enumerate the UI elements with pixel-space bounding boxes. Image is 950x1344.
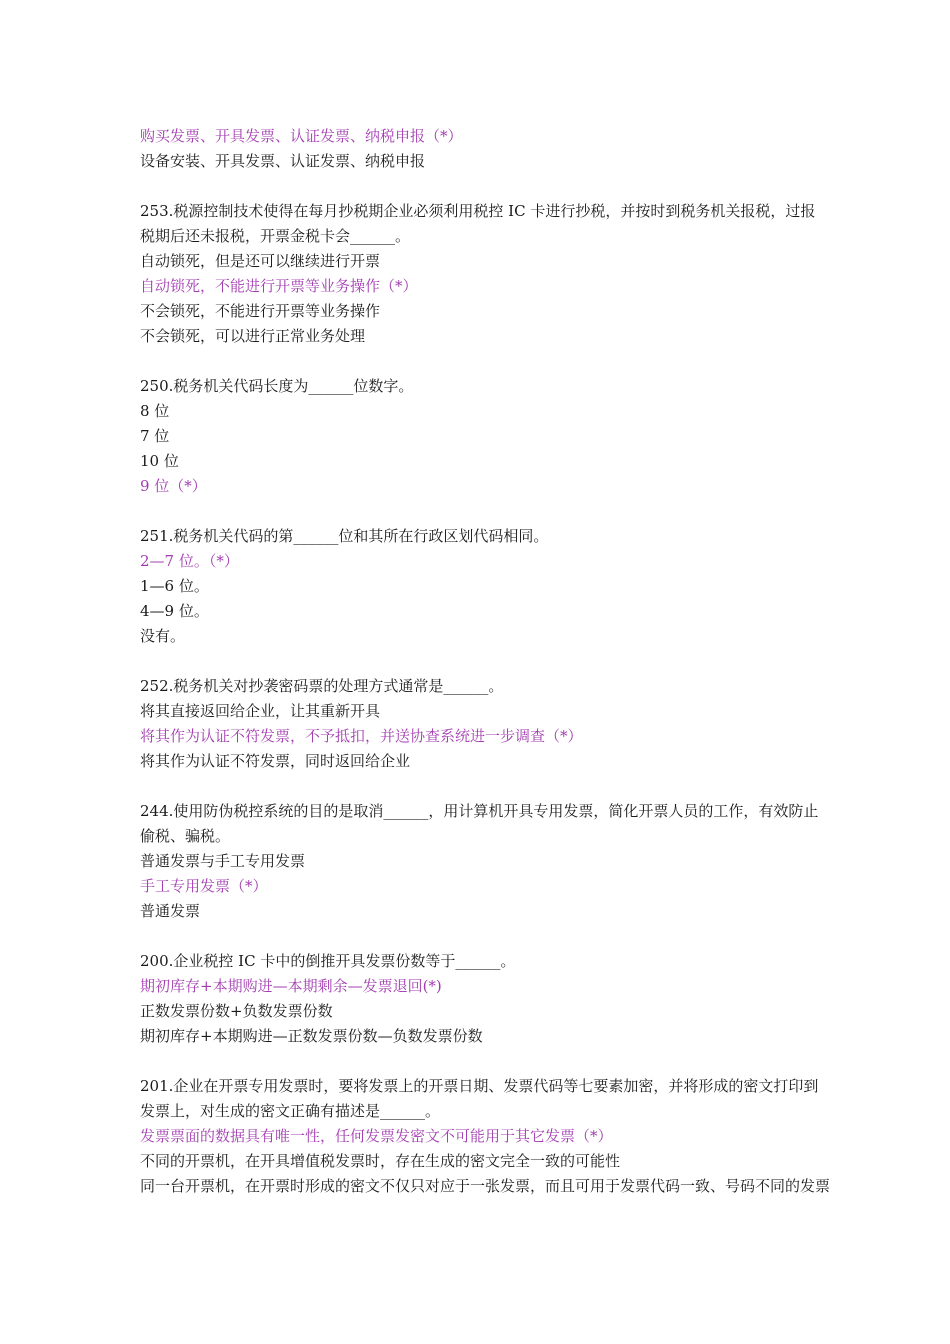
- option: 正数发票份数+负数发票份数: [140, 1002, 333, 1020]
- option-correct: 将其作为认证不符发票，不予抵扣，并送协查系统进一步调查（*）: [140, 727, 583, 745]
- option: 同一台开票机，在开票时形成的密文不仅只对应于一张发票，而且可用于发票代码一致、号码不同的发票: [140, 1177, 831, 1195]
- option-correct: 2—7 位。（*）: [140, 552, 239, 570]
- option-correct: 购买发票、开具发票、认证发票、纳税申报（*）: [140, 127, 463, 145]
- document-page: [140, 124, 830, 1199]
- question-stem: 244.使用防伪税控系统的目的是取消______，用计算机开具专用发票，简化开票人员的工作，有效防止偷税、骗税。: [140, 802, 819, 845]
- question-244: [140, 799, 830, 924]
- option: 4—9 位。: [140, 602, 209, 620]
- question-201: [140, 1074, 830, 1199]
- question-stem: 252.税务机关对抄袭密码票的处理方式通常是______。: [140, 677, 504, 695]
- option: 没有。: [140, 627, 186, 645]
- option-correct: 自动锁死，不能进行开票等业务操作（*）: [140, 277, 418, 295]
- option: 将其作为认证不符发票，同时返回给企业: [140, 752, 411, 770]
- option: 设备安装、开具发票、认证发票、纳税申报: [140, 152, 426, 170]
- option-correct: 手工专用发票（*）: [140, 877, 268, 895]
- option: 10 位: [140, 452, 179, 470]
- option: 期初库存+本期购进—正数发票份数—负数发票份数: [140, 1027, 483, 1045]
- option-correct: 9 位（*）: [140, 477, 207, 495]
- question-250: [140, 374, 830, 499]
- intro-options-block: [140, 124, 830, 174]
- option: 8 位: [140, 402, 170, 420]
- option: 不会锁死，不能进行开票等业务操作: [140, 302, 381, 320]
- question-stem: 200.企业税控 IC 卡中的倒推开具发票份数等于______。: [140, 952, 516, 970]
- question-stem: 201.企业在开票专用发票时，要将发票上的开票日期、发票代码等七要素加密，并将形成的密文打印到发票上，对生成的密文正确有描述是______。: [140, 1077, 819, 1120]
- question-stem: 250.税务机关代码长度为______位数字。: [140, 377, 414, 395]
- option: 1—6 位。: [140, 577, 209, 595]
- question-stem: 251.税务机关代码的第______位和其所在行政区划代码相同。: [140, 527, 549, 545]
- option: 普通发票: [140, 902, 201, 920]
- question-stem: 253.税源控制技术使得在每月抄税期企业必须利用税控 IC 卡进行抄税，并按时到税务机关报税，过报税期后还未报税，开票金税卡会______。: [140, 202, 816, 245]
- option: 不会锁死，可以进行正常业务处理: [140, 327, 366, 345]
- question-252: [140, 674, 830, 774]
- option: 不同的开票机，在开具增值税发票时，存在生成的密文完全一致的可能性: [140, 1152, 621, 1170]
- option: 将其直接返回给企业，让其重新开具: [140, 702, 381, 720]
- option: 7 位: [140, 427, 170, 445]
- option: 普通发票与手工专用发票: [140, 852, 306, 870]
- question-253: [140, 199, 830, 349]
- question-251: [140, 524, 830, 649]
- option-correct: 期初库存+本期购进—本期剩余—发票退回(*): [140, 977, 442, 995]
- question-200: [140, 949, 830, 1049]
- option: 自动锁死，但是还可以继续进行开票: [140, 252, 381, 270]
- option-correct: 发票票面的数据具有唯一性，任何发票发密文不可能用于其它发票（*）: [140, 1127, 613, 1145]
